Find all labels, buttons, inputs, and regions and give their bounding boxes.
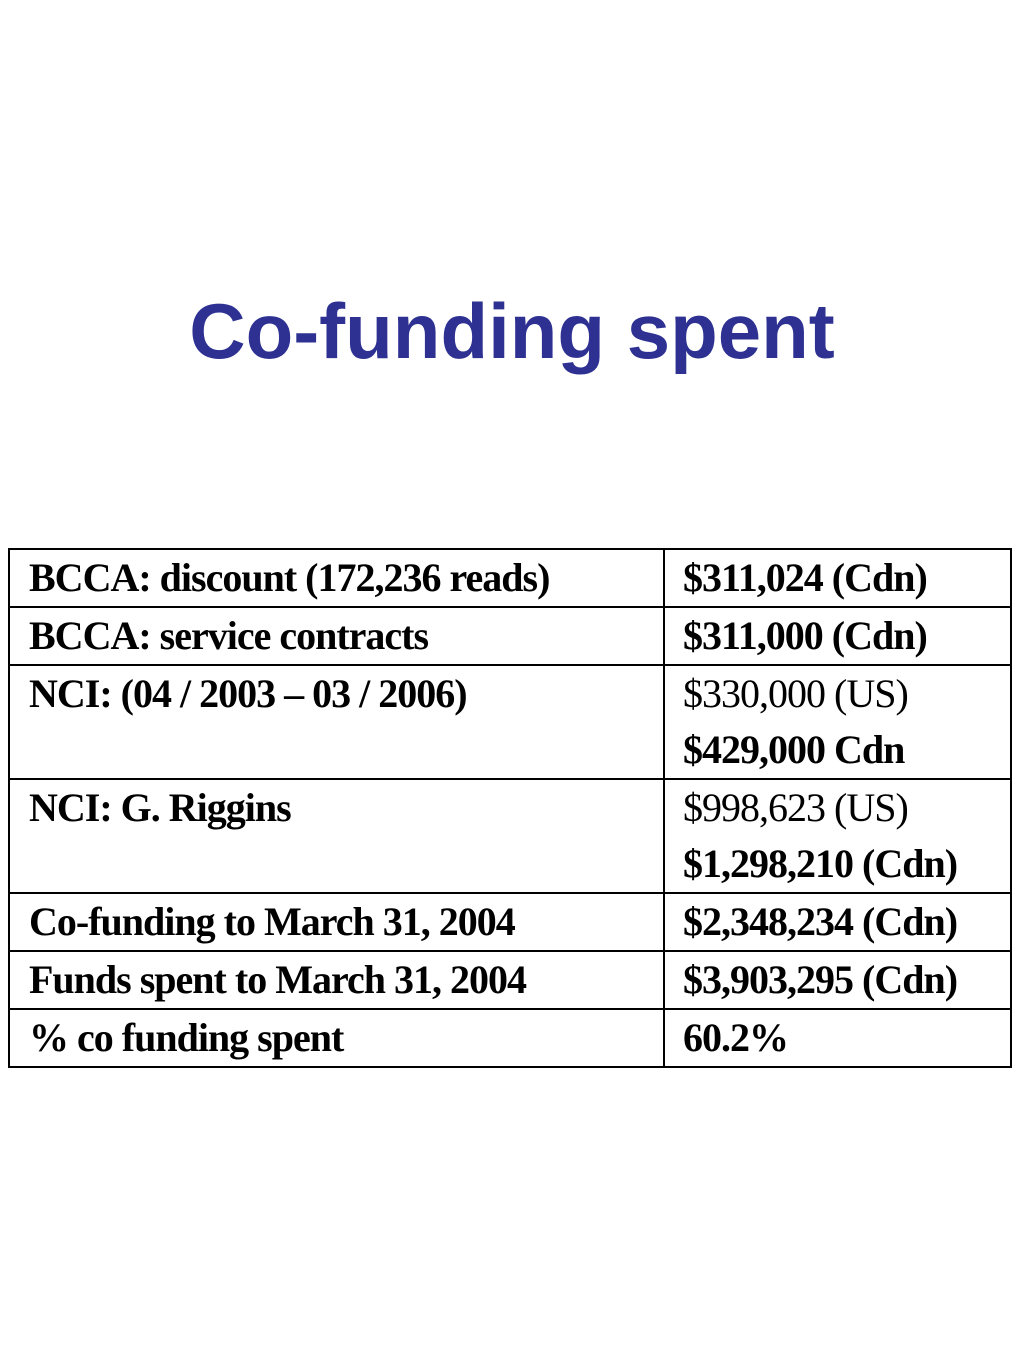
row-value [664,607,1011,665]
slide-title: Co-funding spent [189,287,835,375]
row-value [664,779,1011,893]
value-line-us: $998,623 (US) [683,785,908,830]
row-label: NCI: G. Riggins [9,779,664,893]
value-unit: (Cdn) [853,899,958,944]
table-row [9,951,1011,1009]
row-value [664,893,1011,951]
row-value [664,549,1011,607]
value-line [683,608,1010,664]
table-row [9,549,1011,607]
table-row [9,779,1011,893]
value-unit: (Cdn) [822,555,927,600]
value-line-cdn: $429,000 Cdn [683,727,905,772]
value-amount: $311,024 [683,555,823,600]
value-line: 60.2% [683,1015,788,1060]
co-funding-table [8,548,1012,1068]
table-row [9,1009,1011,1067]
value-unit: (Cdn) [853,841,958,886]
row-label: BCCA: discount (172,236 reads) [9,549,664,607]
row-value [664,1009,1011,1067]
value-line-cdn [683,836,1010,892]
table-row [9,665,1011,779]
value-unit: (Cdn) [822,613,927,658]
row-label: % co funding spent [9,1009,664,1067]
value-amount: $2,348,234 [683,899,853,944]
value-amount: $1,298,210 [683,841,853,886]
table-row [9,607,1011,665]
value-amount: $311,000 [683,613,823,658]
value-line [683,550,1010,606]
row-label: BCCA: service contracts [9,607,664,665]
row-value [664,665,1011,779]
table-row [9,893,1011,951]
value-amount: $3,903,295 [683,957,853,1002]
row-label: NCI: (04 / 2003 – 03 / 2006) [9,665,664,779]
row-label: Funds spent to March 31, 2004 [9,951,664,1009]
row-value [664,951,1011,1009]
value-line-us: $330,000 (US) [683,671,908,716]
value-line [683,894,1010,950]
value-line [683,952,1010,1008]
row-label: Co-funding to March 31, 2004 [9,893,664,951]
value-unit: (Cdn) [853,957,958,1002]
